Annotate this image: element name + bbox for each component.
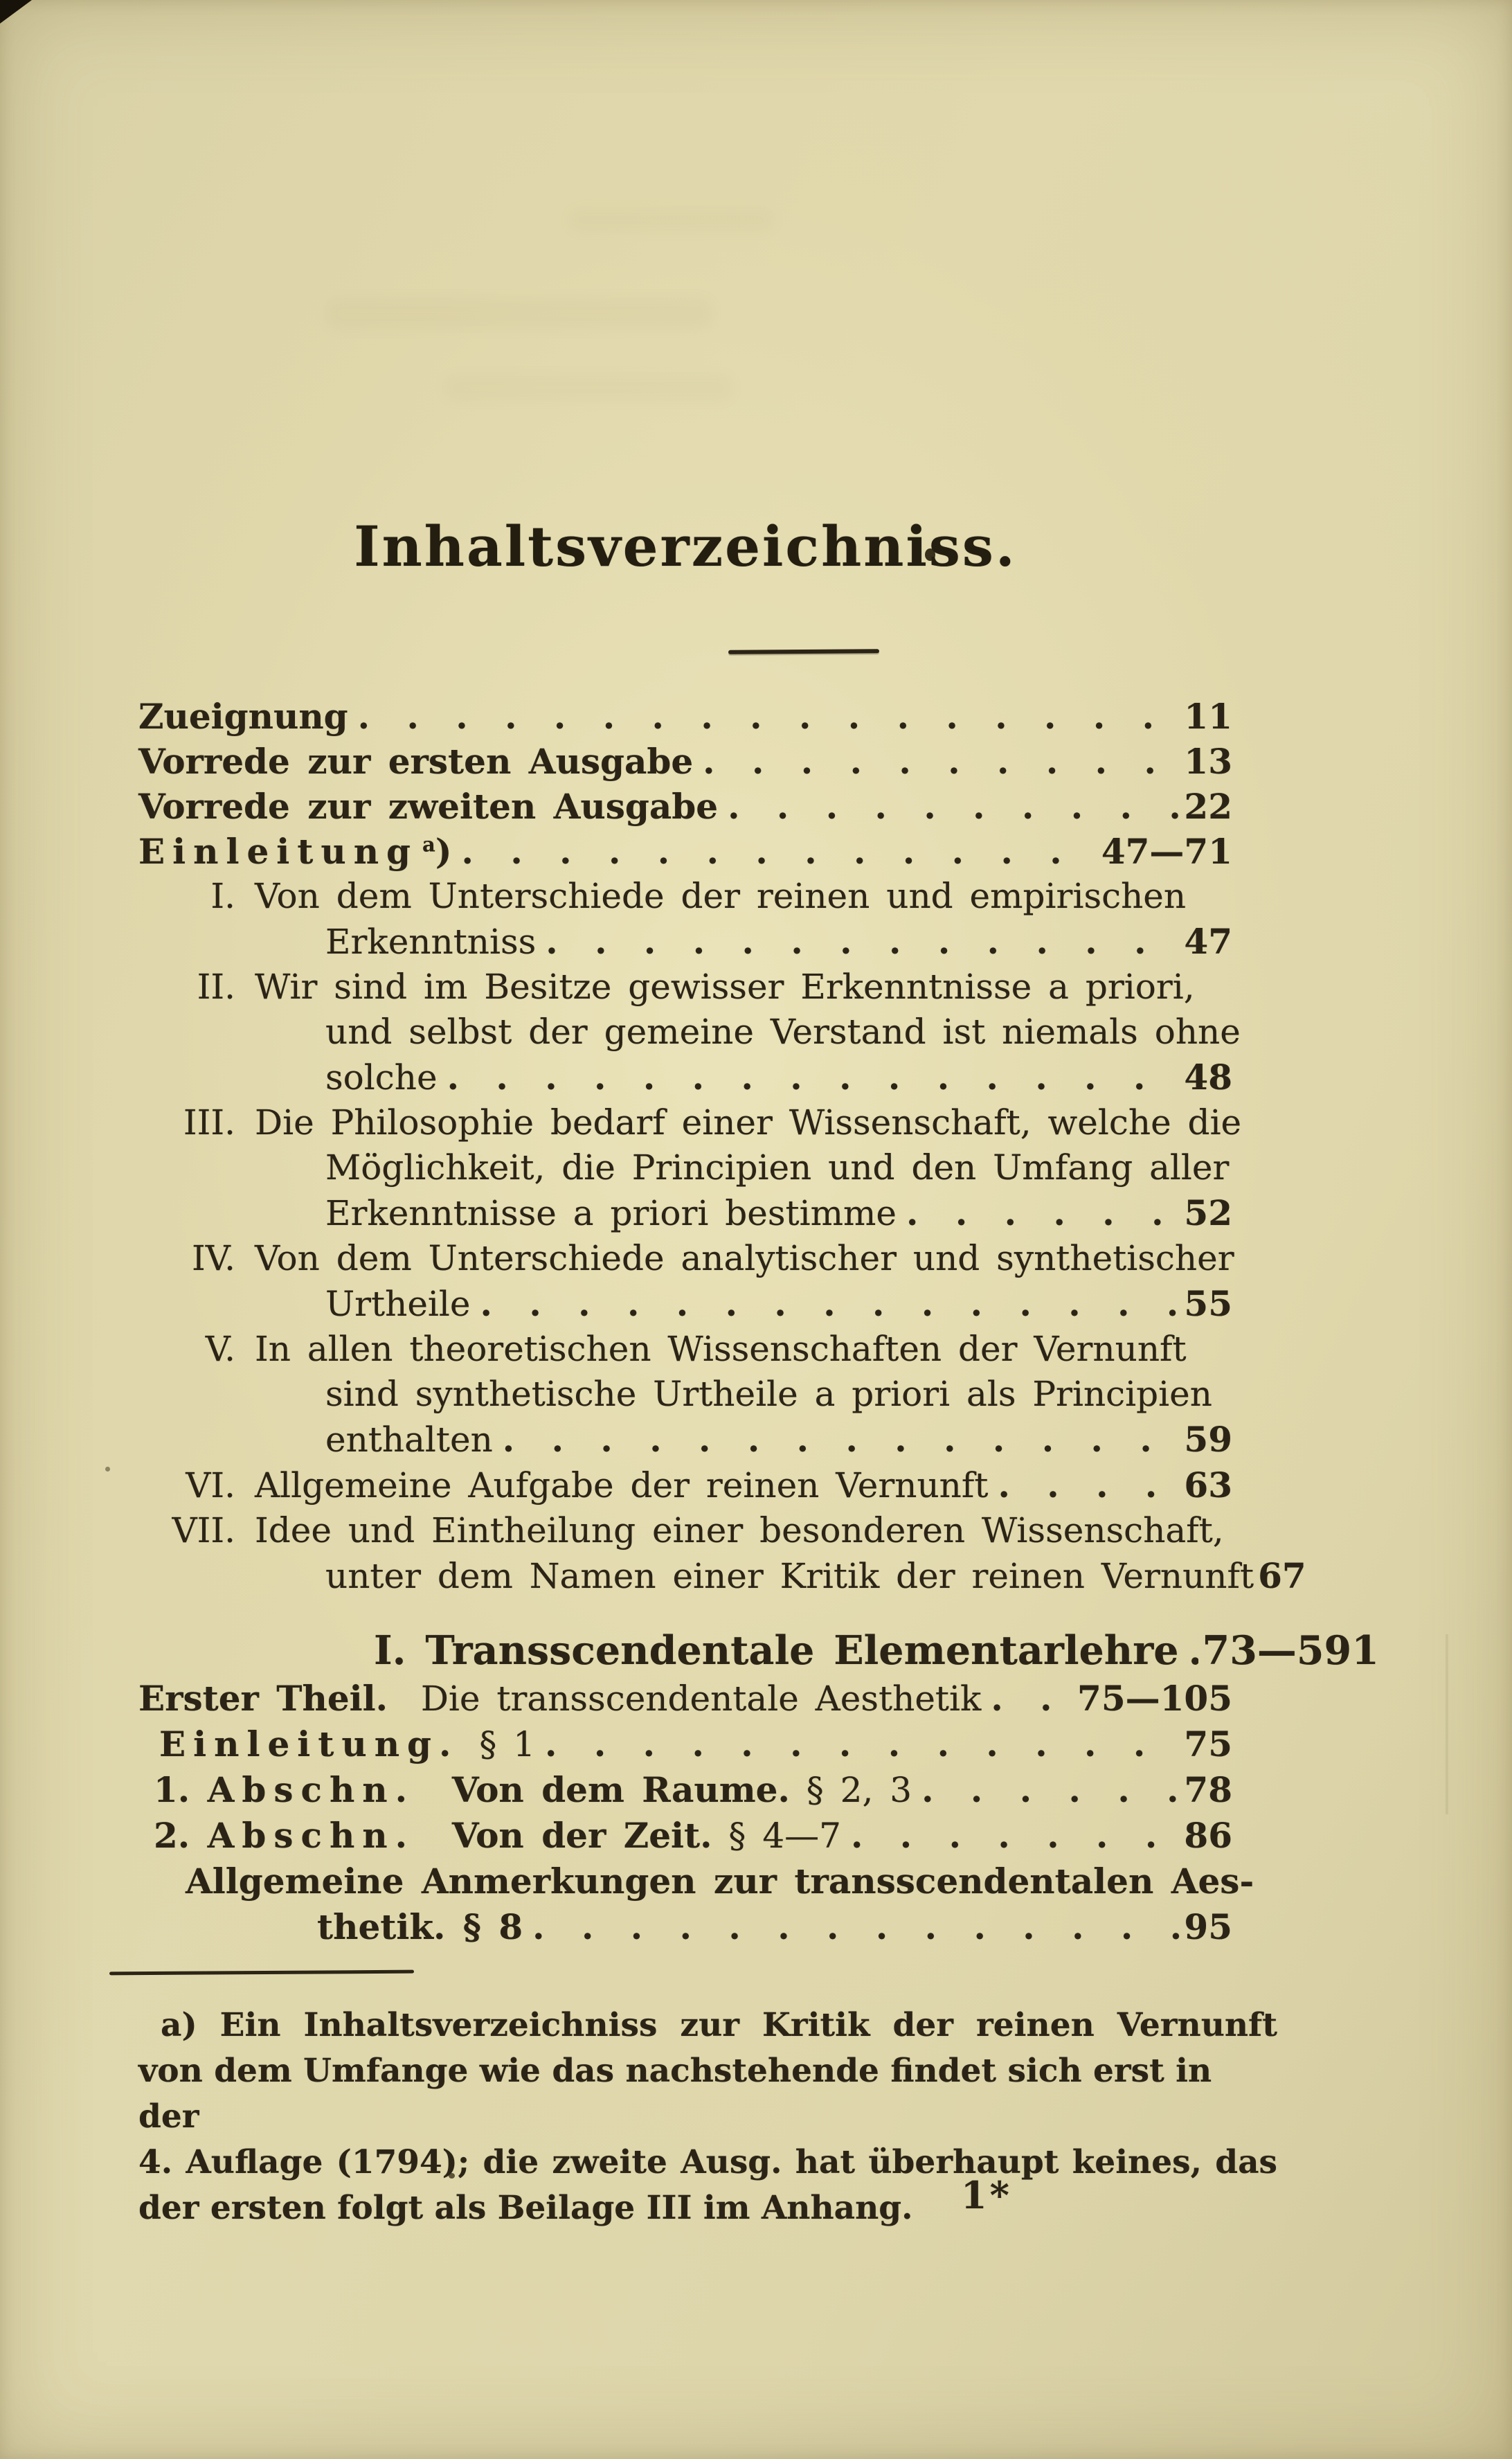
dot-leader [841, 1813, 1180, 1858]
page-number: 59 [1184, 1419, 1232, 1460]
dot-leader [718, 784, 1180, 829]
entry-text-segment: Erkenntniss [325, 922, 537, 962]
page-number: 63 [1184, 1465, 1232, 1505]
toc-line [138, 1100, 1242, 1145]
entry-text [159, 1722, 535, 1767]
text-column [138, 0, 1232, 579]
toc-item [138, 1508, 1306, 1599]
entry-text-segment: Idee und Eintheilung einer besonderen Wissenschaft, [255, 1510, 1224, 1550]
dot-leader [452, 829, 1097, 874]
entry-text-segment: Vorrede zur ersten Ausgabe [138, 741, 694, 782]
entry-text-segment: unter dem Namen einer Kritik der reinen Vernunft [325, 1556, 1254, 1596]
page-number: 73—591 [1202, 1627, 1379, 1674]
roman-numeral: I. [210, 876, 235, 916]
entry-text-segment: sind synthetische Urtheile a priori als Principien [325, 1374, 1212, 1414]
toc-line [138, 1417, 1232, 1463]
footnote-line: a) Ein Inhaltsverzeichniss zur Kritik der reinen Vernunft [161, 2006, 1277, 2044]
entry-text-segment: und selbst der gemeine Verstand ist niemals ohne [325, 1012, 1241, 1052]
entry-text-segment: thetik. § 8 [317, 1906, 523, 1947]
page-number: 48 [1184, 1057, 1232, 1098]
toc-line [138, 1327, 1232, 1372]
entry-text-segment: 1. [154, 1769, 208, 1810]
entry-text-segment: Erkenntnisse a priori bestimme [325, 1193, 897, 1233]
entry-text [186, 1859, 1254, 1904]
entry-text [255, 1236, 1234, 1281]
entry-text-segment: Von der Zeit. [451, 1815, 712, 1856]
table-of-contents [138, 694, 1379, 1950]
footnote [138, 2003, 1277, 2231]
entry-text-segment: Abschn. [207, 1769, 415, 1810]
toc-line [138, 1190, 1232, 1236]
dot-leader [471, 1281, 1180, 1326]
toc-line [138, 919, 1232, 965]
roman-numeral: VII. [172, 1510, 235, 1550]
page-number: 55 [1184, 1283, 1232, 1324]
entry-text-segment: § 2, 3 [789, 1770, 912, 1810]
toc-item [138, 965, 1241, 1100]
toc-item [138, 1813, 1232, 1859]
toc-line [138, 784, 1232, 829]
entry-text-segment: Vorrede zur zweiten Ausgabe [138, 786, 719, 827]
toc-item [138, 739, 1232, 784]
entry-text-segment: 2. [154, 1815, 208, 1856]
toc-line [159, 1722, 1232, 1767]
toc-line [138, 965, 1232, 1010]
dot-leader [693, 739, 1180, 784]
page-number: 78 [1184, 1769, 1232, 1810]
toc-item [138, 1327, 1232, 1463]
entry-text-segment: Erster Theil. [138, 1678, 388, 1719]
roman-numeral: IV. [191, 1238, 235, 1278]
entry-text-segment: Von dem Unterschiede der reinen und empirischen [255, 876, 1187, 916]
toc-item [138, 1236, 1232, 1327]
entry-text [325, 1191, 897, 1236]
dot-leader [988, 1463, 1180, 1508]
entry-text [138, 829, 452, 874]
entry-text [325, 1282, 471, 1327]
page-number: 47 [1184, 921, 1232, 962]
dot-leader [348, 694, 1180, 739]
dot-leader [493, 1417, 1180, 1462]
entry-text-segment: Einleitung [138, 831, 419, 872]
entry-text-segment: Urtheile [325, 1284, 471, 1324]
toc-line [138, 1508, 1232, 1553]
toc-item [138, 784, 1232, 829]
toc-item [138, 1722, 1232, 1767]
entry-text [138, 784, 718, 829]
entry-text-segment: Von dem Unterschiede analytischer und synthetischer [255, 1238, 1234, 1278]
entry-text [255, 1100, 1241, 1145]
entry-text [325, 1418, 493, 1463]
page-number: 75 [1184, 1724, 1232, 1764]
entry-text [255, 1463, 988, 1508]
roman-numeral: V. [205, 1329, 235, 1369]
toc-line [138, 829, 1232, 874]
toc-item [138, 694, 1232, 739]
entry-text [317, 1904, 523, 1950]
toc-item [138, 1859, 1254, 1950]
entry-text-segment: Einleitung. [159, 1724, 459, 1764]
entry-text-segment: Die transscendentale Aesthetik [388, 1679, 982, 1719]
toc-line [186, 1904, 1232, 1950]
page-number: 86 [1184, 1815, 1232, 1856]
entry-text-segment: Möglichkeit, die Principien und den Umfang aller [325, 1147, 1230, 1188]
dot-leader [912, 1767, 1180, 1812]
page-number: 22 [1184, 786, 1232, 827]
toc-line [154, 1813, 1232, 1859]
entry-text [325, 1055, 438, 1100]
entry-text-segment: Die Philosophie bedarf einer Wissenschaft, welche die [255, 1102, 1242, 1143]
entry-text [325, 920, 536, 965]
toc-line [138, 1463, 1232, 1508]
toc-line [154, 1767, 1232, 1813]
entry-text-segment: § 4—7 [712, 1816, 841, 1856]
roman-numeral: II. [197, 967, 235, 1007]
toc-line [374, 1627, 1379, 1674]
toc-line [138, 1145, 1232, 1190]
toc-item [138, 874, 1232, 965]
page-number: 11 [1184, 696, 1232, 737]
entry-text [255, 874, 1186, 919]
page-title: Inhaltsverzeichniss. [354, 514, 1017, 579]
page-number: 13 [1184, 741, 1232, 782]
entry-text-segment [419, 1770, 452, 1810]
page-number: 47—71 [1101, 831, 1232, 872]
page-number: 67 [1258, 1555, 1306, 1596]
dot-leader [438, 1055, 1180, 1100]
entry-text-segment: enthalten [325, 1420, 493, 1460]
toc-section-heading [138, 1627, 1379, 1674]
entry-text [138, 739, 693, 784]
entry-text [255, 965, 1195, 1010]
entry-text [325, 1145, 1229, 1190]
footnote-reference-mark: a [422, 832, 435, 857]
entry-text-segment: § 1 [462, 1724, 536, 1764]
entry-text [325, 1010, 1241, 1055]
page-signature: 1* [961, 2173, 1012, 2217]
entry-text-segment: In allen theoretischen Wissenschaften der Vernunft [255, 1329, 1187, 1369]
toc-item [138, 1463, 1232, 1508]
entry-text-segment [419, 1816, 452, 1856]
entry-text [255, 1508, 1224, 1553]
paper-speck [105, 1467, 110, 1472]
entry-text [255, 1327, 1187, 1372]
entry-text-segment: Wir sind im Besitze gewisser Erkenntnisse a priori, [255, 967, 1195, 1007]
entry-text [325, 1372, 1212, 1417]
entry-text-segment: Abschn. [207, 1815, 415, 1856]
roman-numeral: III. [183, 1102, 235, 1143]
toc-line [138, 1055, 1232, 1100]
toc-line [138, 739, 1232, 784]
toc-line [138, 874, 1232, 919]
dot-leader [535, 1722, 1180, 1767]
entry-text [154, 1767, 912, 1813]
footnote-line: von dem Umfange wie das nachstehende findet sich erst in der [138, 2052, 1212, 2136]
entry-text [325, 1554, 1254, 1599]
roman-numeral: VI. [186, 1465, 235, 1505]
toc-line [138, 1553, 1306, 1599]
footnote-line: der ersten folgt als Beilage III im Anhang. [138, 2189, 913, 2227]
page-number: 52 [1184, 1192, 1232, 1233]
toc-line [186, 1859, 1254, 1904]
footnote-line: 4. Auflage (1794); die zweite Ausg. hat überhaupt keines, das [138, 2143, 1277, 2181]
toc-line [138, 1236, 1232, 1281]
entry-text-segment: ) [435, 831, 452, 872]
dot-leader [536, 919, 1180, 964]
entry-text [138, 694, 348, 739]
toc-item [138, 1676, 1232, 1722]
entry-text-segment: Von dem Raume. [451, 1769, 790, 1810]
page-number: 75—105 [1077, 1678, 1232, 1719]
paper-crease [1446, 1634, 1448, 1814]
page-number: 95 [1184, 1906, 1232, 1947]
toc-item [138, 1100, 1242, 1236]
toc-item [138, 829, 1232, 874]
toc-line [138, 694, 1232, 739]
entry-text-segment: Allgemeine Anmerkungen zur transscendentalen Aes- [186, 1861, 1254, 1902]
entry-text-segment: solche [325, 1057, 438, 1098]
entry-text-segment: Allgemeine Aufgabe der reinen Vernunft [255, 1465, 989, 1505]
entry-text-segment: Zueignung [138, 696, 348, 737]
toc-line [138, 1372, 1232, 1417]
toc-item [138, 1767, 1232, 1813]
dot-leader [1179, 1628, 1198, 1673]
scan-corner-mark [0, 0, 32, 24]
entry-text [374, 1628, 1179, 1673]
entry-text-segment: I. Transscendentale Elementarlehre [374, 1627, 1179, 1674]
footnote-divider-rule [109, 1970, 414, 1976]
title-divider-rule [728, 649, 879, 654]
toc-line [138, 1281, 1232, 1327]
dot-leader [523, 1904, 1180, 1949]
dot-leader [981, 1676, 1073, 1721]
dot-leader [897, 1190, 1180, 1235]
entry-text [138, 1676, 981, 1722]
toc-line [138, 1010, 1241, 1055]
entry-text [154, 1813, 841, 1859]
toc-line [138, 1676, 1232, 1722]
